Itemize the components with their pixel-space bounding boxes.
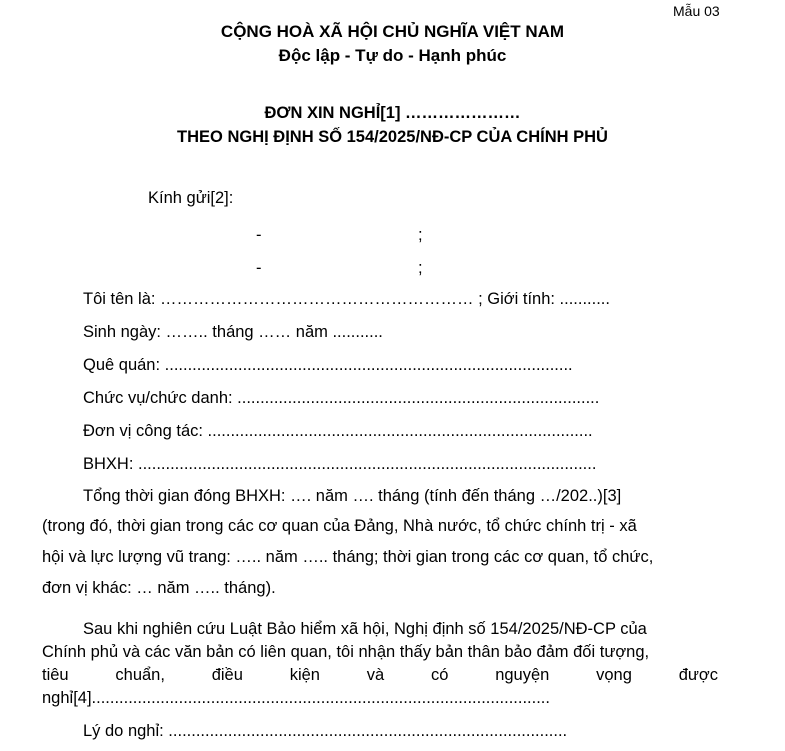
word: được <box>678 666 718 684</box>
word: chuẩn, <box>115 666 165 684</box>
national-motto: Độc lập - Tự do - Hạnh phúc <box>278 46 507 65</box>
recipient-dash-2: - <box>256 259 262 277</box>
recipient-dash-1: - <box>256 226 262 244</box>
word: nguyện <box>495 666 550 684</box>
document-title: ĐƠN XIN NGHỈ[1] ………………… <box>264 104 521 122</box>
insurance-line-2: (trong đó, thời gian trong các cơ quan của Đảng, Nhà nước, tổ chức chính trị - xã <box>42 517 637 535</box>
recipient-end-2: ; <box>418 259 423 277</box>
document-subtitle: THEO NGHỊ ĐỊNH SỐ 154/2025/NĐ-CP CỦA CHÍNH PHỦ <box>177 128 608 146</box>
word: tiêu <box>42 666 69 684</box>
word: điều <box>211 666 243 684</box>
request-line-3 <box>42 666 718 685</box>
field-birth: Sinh ngày: …….. tháng …… năm ........... <box>83 323 383 341</box>
word: vọng <box>596 666 632 684</box>
form-code: Mẫu 03 <box>673 3 720 19</box>
insurance-line-3: hội và lực lượng vũ trang: ….. năm ….. tháng; thời gian trong các cơ quan, tổ chức, <box>42 548 654 566</box>
word: kiện <box>289 666 320 684</box>
insurance-line-1: Tổng thời gian đóng BHXH: …. năm …. tháng (tính đến tháng …/202..)[3] <box>83 487 622 505</box>
field-workplace: Đơn vị công tác: .................................................................................... <box>83 422 593 440</box>
insurance-line-4: đơn vị khác: … năm ….. tháng). <box>42 579 276 597</box>
field-bhxh: BHXH: .................................................................................................... <box>83 455 597 473</box>
field-position: Chức vụ/chức danh: ............................................................................... <box>83 389 600 407</box>
field-name: Tôi tên là: ………………………………………………… ; Giới tính: ........... <box>83 290 610 308</box>
recipient-end-1: ; <box>418 226 423 244</box>
request-line-4: nghỉ[4].................................................................................................... <box>42 689 550 707</box>
field-reason: Lý do nghỉ: ....................................................................................... <box>83 722 568 740</box>
word: và <box>366 666 385 684</box>
national-title: CỘNG HOÀ XÃ HỘI CHỦ NGHĨA VIỆT NAM <box>220 22 565 41</box>
field-hometown: Quê quán: ......................................................................................... <box>83 356 573 374</box>
recipient-label: Kính gửi[2]: <box>148 189 234 207</box>
request-line-2: Chính phủ và các văn bản có liên quan, tôi nhận thấy bản thân bảo đảm đối tượng, <box>42 643 650 661</box>
request-line-1: Sau khi nghiên cứu Luật Bảo hiểm xã hội, Nghị định số 154/2025/NĐ-CP của <box>83 620 647 638</box>
word: có <box>430 666 449 684</box>
